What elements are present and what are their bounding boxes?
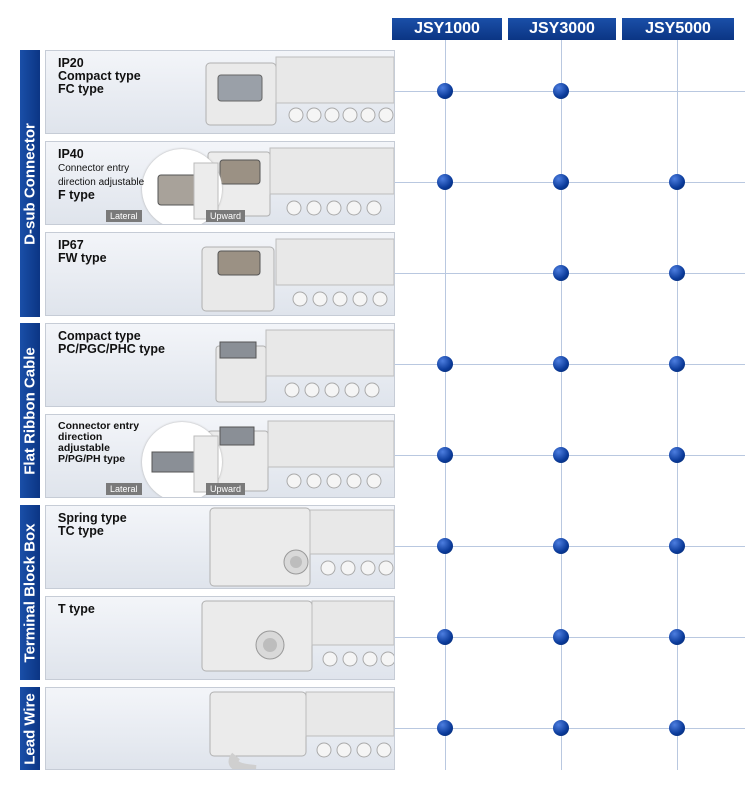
grid-row-line (395, 273, 745, 274)
column-header-jsy1000: JSY1000 (392, 18, 502, 40)
available-dot-jsy5000 (669, 174, 685, 190)
row-label: IP67 FW type (58, 238, 107, 265)
row-f-type (45, 141, 395, 225)
available-dot-jsy5000 (669, 265, 685, 281)
row-label: Connector entry direction adjustable P/PG/PH type (58, 420, 140, 465)
row-label: IP20 Compact type FC type (58, 56, 141, 96)
available-dot-jsy1000 (437, 174, 453, 190)
available-dot-jsy3000 (553, 629, 569, 645)
category-label: Lead Wire (21, 692, 39, 765)
category-terminal-block-box (20, 505, 40, 680)
available-dot-jsy5000 (669, 629, 685, 645)
category-lead-wire (20, 687, 40, 770)
available-dot-jsy5000 (669, 720, 685, 736)
available-dot-jsy1000 (437, 720, 453, 736)
available-dot-jsy1000 (437, 538, 453, 554)
available-dot-jsy3000 (553, 265, 569, 281)
lead-wire-manifold-image (196, 688, 395, 770)
available-dot-jsy5000 (669, 356, 685, 372)
row-label: Spring type TC type (58, 511, 127, 538)
row-label: IP40 Connector entry direction adjustable F type (58, 147, 145, 202)
column-header-jsy3000: JSY3000 (508, 18, 616, 40)
row-label: Compact type PC/PGC/PHC type (58, 329, 165, 356)
available-dot-jsy1000 (437, 447, 453, 463)
column-header-jsy5000: JSY5000 (622, 18, 734, 40)
lateral-tag: Lateral (106, 210, 142, 222)
row-lead-wire (45, 687, 395, 770)
dsub-manifold-image (196, 237, 395, 315)
grid-line-jsy5000 (677, 40, 678, 770)
terminal-box-manifold-image (196, 597, 395, 680)
row-t-type (45, 596, 395, 680)
grid-line-jsy3000 (561, 40, 562, 770)
available-dot-jsy1000 (437, 83, 453, 99)
available-dot-jsy1000 (437, 629, 453, 645)
lateral-tag: Lateral (106, 483, 142, 495)
ribbon-manifold-image (206, 328, 395, 406)
available-dot-jsy3000 (553, 83, 569, 99)
category-flat-ribbon-cable (20, 323, 40, 498)
upward-tag: Upward (206, 483, 245, 495)
row-label: T type (58, 602, 95, 616)
available-dot-jsy5000 (669, 538, 685, 554)
upward-tag: Upward (206, 210, 245, 222)
category-label: Terminal Block Box (21, 523, 39, 662)
available-dot-jsy3000 (553, 538, 569, 554)
row-pc-type (45, 323, 395, 407)
available-dot-jsy3000 (553, 174, 569, 190)
category-label: D-sub Connector (21, 122, 39, 245)
category-label: Flat Ribbon Cable (21, 346, 39, 475)
available-dot-jsy1000 (437, 356, 453, 372)
grid-line-jsy1000 (445, 40, 446, 770)
dsub-manifold-image (196, 55, 395, 133)
category-dsub-connector (20, 50, 40, 317)
row-p-type (45, 414, 395, 498)
terminal-box-manifold-image (196, 506, 395, 589)
row-fc-type (45, 50, 395, 134)
row-fw-type (45, 232, 395, 316)
row-tc-type (45, 505, 395, 589)
available-dot-jsy5000 (669, 447, 685, 463)
available-dot-jsy3000 (553, 720, 569, 736)
available-dot-jsy3000 (553, 447, 569, 463)
available-dot-jsy3000 (553, 356, 569, 372)
